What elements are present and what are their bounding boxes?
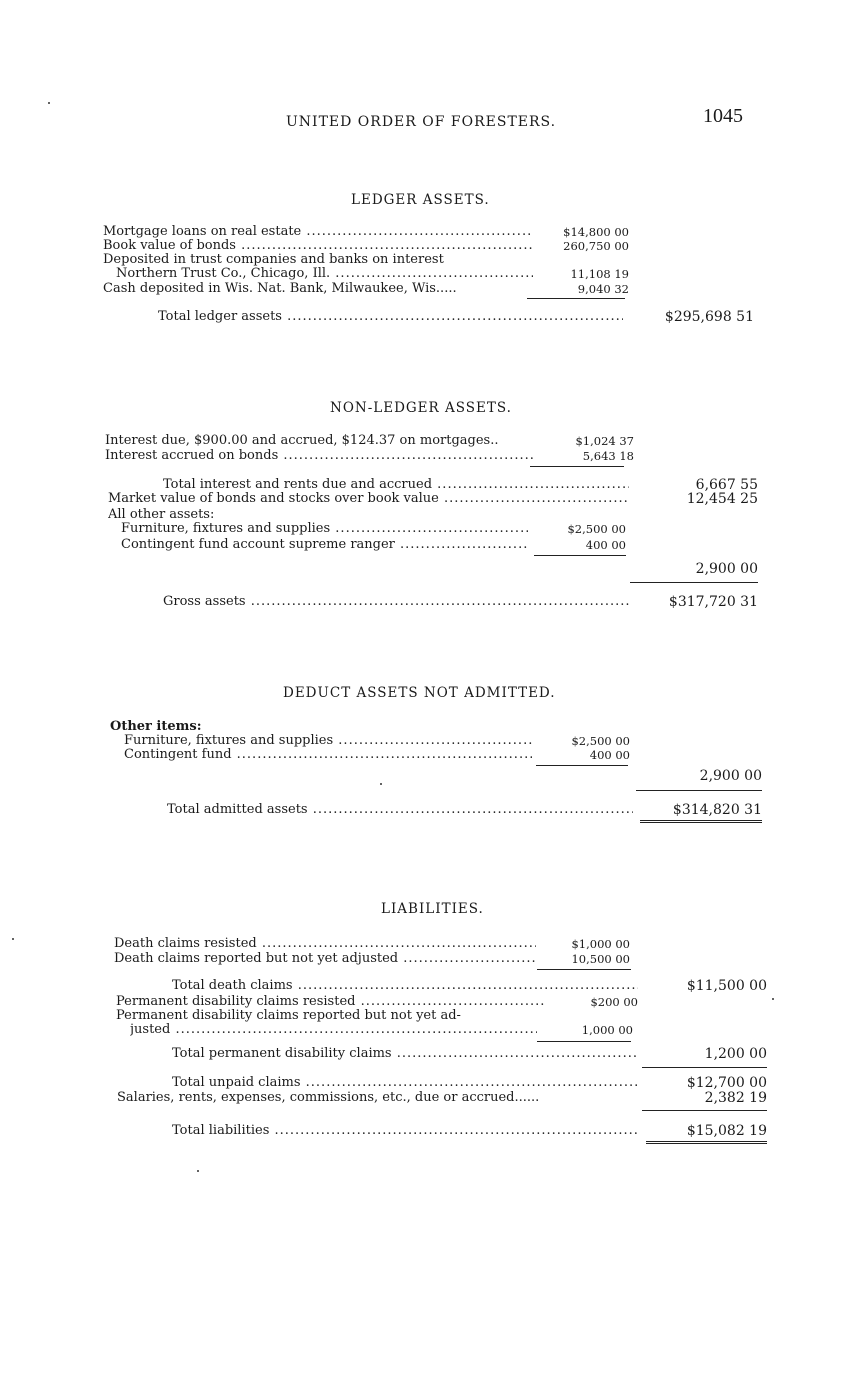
scan-speck [12,938,14,940]
total-rule [642,1067,767,1068]
row-label: Interest due, $900.00 and accrued, $124.37 on mortgages.. [105,433,499,448]
row-label: Book value of bonds ..... [103,238,533,254]
disability-row [130,1022,635,1038]
row-label: Other items: [110,719,202,734]
total-label: Total liabilities ..... [172,1123,638,1139]
total-label: Total ledger assets ..... [158,309,623,325]
row-label: Furniture, fixtures and supplies ..... [124,733,532,749]
ledger-assets-heading: LEDGER ASSETS. [351,192,490,208]
scan-speck [48,102,50,104]
row-amount: 5,643 18 [582,449,634,463]
total-amount: 1,200 00 [704,1046,767,1062]
total-rule [642,1110,767,1111]
total-rule [630,582,758,583]
row-label: Deposited in trust companies and banks on interest [103,252,444,267]
liabilities-heading: LIABILITIES. [381,901,484,917]
salaries-row [117,1090,767,1106]
total-label: Gross assets ..... [163,594,629,610]
death-claim-row [114,936,639,952]
scan-speck [772,998,774,1000]
row-amount: 9,040 32 [577,282,629,296]
row-label: Contingent fund account supreme ranger ..... [121,537,528,553]
double-rule [646,1141,767,1144]
ledger-total-row [158,309,758,325]
subtotal-rule [536,765,628,766]
row-amount: 2,900 00 [699,768,762,784]
total-amount: $314,820 31 [672,802,762,818]
row-label: Permanent disability claims reported but not yet ad- [116,1008,461,1023]
total-amount: 6,667 55 [695,477,758,493]
row-amount: 2,382 19 [704,1090,767,1106]
row-amount: 260,750 00 [563,239,629,253]
interest-row [105,433,635,449]
row-label: justed ..... [130,1022,537,1038]
row-amount: $2,500 00 [567,522,626,536]
row-label: Salaries, rents, expenses, commissions, etc., due or accrued...... [117,1090,540,1105]
death-claim-row [114,951,639,967]
subtotal-rule [534,555,626,556]
double-rule [640,820,762,823]
running-head: UNITED ORDER OF FORESTERS. [286,114,557,130]
ledger-row [103,281,633,297]
total-label: Total death claims ..... [172,978,638,994]
page-number: 1045 [703,105,743,127]
gross-assets-row [163,594,758,610]
total-label: Total interest and rents due and accrued ..... [163,477,629,493]
row-amount: 12,454 25 [686,491,758,507]
total-amount: $11,500 00 [686,978,767,994]
total-death-row [172,978,767,994]
row-label: Contingent fund ..... [124,747,532,763]
row-label: Cash deposited in Wis. Nat. Bank, Milwaukee, Wis..... [103,281,457,296]
scan-speck [380,783,382,785]
row-amount: $14,800 00 [563,225,629,239]
total-admitted-row [167,802,762,818]
deduct-subtotal-row [632,768,762,784]
row-amount: $2,500 00 [571,734,630,748]
other-asset-row [121,521,631,537]
deduct-row [124,747,634,763]
row-amount: 10,500 00 [571,952,630,966]
row-label: Market value of bonds and stocks over book value ..... [108,491,629,507]
row-amount: $200 00 [590,995,638,1009]
row-amount: 400 00 [589,748,630,762]
total-amount: $12,700 00 [686,1075,767,1091]
row-label: Permanent disability claims resisted ..... [116,994,544,1010]
total-label: Total permanent disability claims ..... [172,1046,638,1062]
row-amount: 400 00 [585,538,626,552]
row-amount: 1,000 00 [581,1023,633,1037]
interest-row [105,448,635,464]
total-liabilities-row [172,1123,767,1139]
subtotal-rule [537,1041,631,1042]
total-label: Total admitted assets ..... [167,802,633,818]
total-disability-row [172,1046,767,1062]
row-amount: 2,900 00 [695,561,758,577]
row-label: Northern Trust Co., Chicago, Ill. ..... [116,266,533,282]
scan-speck [197,1170,199,1172]
row-label: Interest accrued on bonds ..... [105,448,533,464]
row-label: Death claims resisted ..... [114,936,536,952]
deduct-assets-heading: DEDUCT ASSETS NOT ADMITTED. [283,685,556,701]
row-label: Mortgage loans on real estate ..... [103,224,533,240]
row-label: Furniture, fixtures and supplies ..... [121,521,528,537]
market-value-row [108,491,758,507]
row-label: Death claims reported but not yet adjusted ..... [114,951,536,967]
total-amount: $295,698 51 [664,309,754,325]
total-amount: $317,720 31 [668,594,758,610]
total-amount: $15,082 19 [686,1123,767,1139]
row-label: All other assets: [108,507,215,522]
non-ledger-heading: NON-LEDGER ASSETS. [330,400,512,416]
total-unpaid-row [172,1075,767,1091]
subtotal-rule [537,969,631,970]
total-rule [636,790,762,791]
subtotal-rule [530,466,624,467]
other-total-row [630,561,758,577]
row-amount: $1,024 37 [575,434,634,448]
subtotal-rule [527,298,625,299]
ledger-row [116,266,633,282]
total-label: Total unpaid claims ..... [172,1075,638,1091]
other-asset-row [121,537,631,553]
row-amount: $1,000 00 [571,937,630,951]
row-amount: 11,108 19 [570,267,629,281]
